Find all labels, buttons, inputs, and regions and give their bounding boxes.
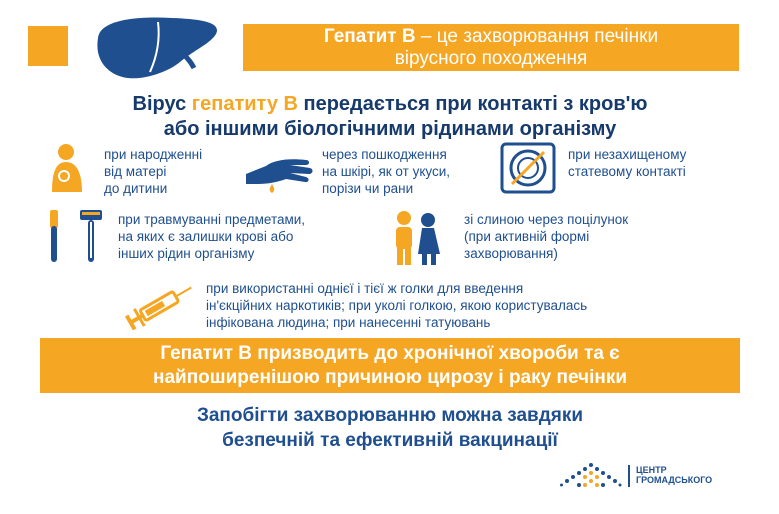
- route-mother-child: [104, 146, 254, 197]
- header-left-orange-bar: [28, 26, 68, 66]
- header-title-rest: – це захворювання печінки: [415, 26, 659, 47]
- header-title-line2: вірусного походження: [394, 48, 588, 69]
- logo-text: [636, 465, 746, 485]
- headline-line2: або іншими біологічними рідинами організму: [163, 118, 617, 140]
- mother-child-icon: [40, 142, 92, 194]
- warning-line2: найпоширенішою причиною цирозу і раку печінки: [152, 367, 628, 388]
- route-line: статевому контакті: [568, 164, 686, 179]
- route-line: від матері: [104, 164, 167, 179]
- warning-banner: [40, 338, 740, 393]
- logo-line2: ГРОМАДСЬКОГО: [636, 475, 713, 485]
- route-line: ін'єкційних наркотиків; при уколі голкою, якою користувалась: [206, 298, 588, 313]
- route-line: при народженні: [104, 147, 203, 162]
- route-line: на шкірі, як от укуси,: [322, 164, 451, 179]
- syringe-icon: [122, 280, 200, 330]
- header-banner: [243, 24, 739, 71]
- warning-line1: Гепатит В призводить до хронічної хвороби та є: [160, 343, 620, 364]
- route-line: захворювання): [464, 246, 558, 261]
- route-condom: [568, 146, 738, 180]
- public-health-center-logo-mark: [560, 462, 622, 488]
- route-kiss: [464, 211, 694, 262]
- route-line: (при активній формі: [464, 229, 590, 244]
- route-line: на яких є залишки крові або: [118, 229, 294, 244]
- route-syringe: [206, 280, 726, 331]
- headline-post: передається при контакті з кров'ю: [297, 93, 648, 115]
- route-line: зі слиною через поцілунок: [464, 212, 629, 227]
- prevention-line2: безпечній та ефективній вакцинації: [222, 430, 558, 451]
- route-hand-blood: [322, 146, 512, 197]
- couple-kiss-icon: [386, 208, 448, 266]
- headline-accent: гепатиту В: [191, 93, 298, 115]
- logo-divider: [628, 465, 630, 487]
- condom-icon: [500, 142, 556, 194]
- route-line: інфікована людина; при нанесенні татуювань: [206, 315, 491, 330]
- route-line: порізи чи рани: [322, 181, 414, 196]
- hand-blood-icon: [244, 148, 314, 194]
- prevention-line1: Запобігти захворюванню можна завдяки: [196, 405, 584, 426]
- header-title-bold: Гепатит В: [323, 26, 416, 47]
- route-line: інших рідин організму: [118, 246, 255, 261]
- route-line: через пошкодження: [322, 147, 447, 162]
- route-objects: [118, 211, 378, 262]
- headline-pre: Вірус: [132, 93, 192, 115]
- route-line: при незахищеному: [568, 147, 687, 162]
- route-line: при використанні однієї і тієї ж голки для введення: [206, 281, 524, 296]
- toothbrush-razor-icon: [42, 208, 106, 264]
- prevention-text: [60, 403, 720, 453]
- liver-icon: [84, 10, 224, 82]
- route-line: при травмуванні предметами,: [118, 212, 306, 227]
- logo-line1: ЦЕНТР: [636, 465, 667, 475]
- route-line: до дитини: [104, 181, 168, 196]
- transmission-headline: [60, 92, 720, 142]
